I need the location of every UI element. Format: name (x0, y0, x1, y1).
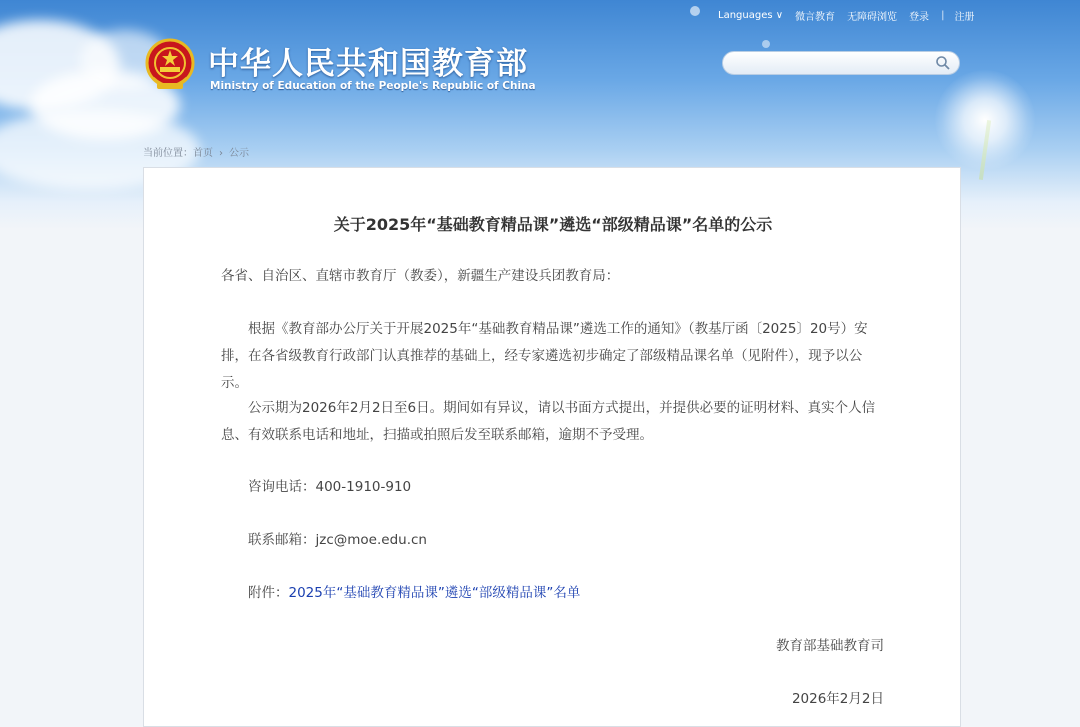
breadcrumb-separator: › (219, 148, 223, 159)
breadcrumb-current[interactable]: 公示 (229, 148, 249, 159)
article-paragraph-1: 根据《教育部办公厅关于开展2025年“基础教育精品课”遴选工作的通知》（教基厅函〔2025〕20号）安排，在各省级教育行政部门认真推荐的基础上，经专家遴选初步确定了部级精品课名单（见附件），现予以公示。 (221, 321, 868, 391)
search-input[interactable] (722, 51, 960, 75)
breadcrumb (143, 144, 255, 159)
site-title[interactable]: 中华人民共和国教育部 (208, 46, 528, 82)
contact-phone (221, 474, 886, 501)
topnav-link-register[interactable]: 注册 (954, 11, 975, 23)
signature: 教育部基础教育司 (776, 638, 884, 654)
languages-menu[interactable]: Languages ∨ (718, 9, 784, 21)
email-value: jzc@moe.edu.cn (315, 532, 427, 548)
publish-date: 2026年2月2日 (791, 691, 884, 707)
top-navigation (718, 8, 986, 22)
topnav-link-accessibility[interactable]: 无障碍浏览 (847, 11, 898, 23)
phone-value: 400-1910-910 (315, 479, 412, 495)
article-paragraph-2: 公示期为2026年2月2日至6日。期间如有异议，请以书面方式提出，并提供必要的证明材料、真实个人信息、有效联系电话和地址，扫描或拍照后发至联系邮箱，逾期不予受理。 (221, 400, 876, 443)
national-emblem-icon[interactable] (143, 38, 197, 92)
content-panel (143, 167, 961, 727)
topnav-link-weiyan[interactable]: 微言教育 (795, 11, 836, 23)
topnav-link-login[interactable]: 登录 (909, 11, 930, 23)
search-icon[interactable] (935, 55, 951, 71)
attachment-link[interactable]: 2025年“基础教育精品课”遴选“部级精品课”名单 (288, 585, 581, 601)
site-subtitle: Ministry of Education of the People's Republic of China (210, 80, 536, 92)
breadcrumb-home[interactable]: 首页 (193, 148, 213, 159)
breadcrumb-label: 当前位置： (143, 148, 193, 159)
phone-label: 咨询电话： (248, 479, 316, 495)
topnav-separator: | (941, 9, 945, 21)
attachment-label: 附件： (248, 585, 289, 601)
contact-email (221, 527, 886, 554)
article-salutation: 各省、自治区、直辖市教育厅（教委），新疆生产建设兵团教育局： (221, 268, 620, 284)
email-label: 联系邮箱： (248, 532, 316, 548)
attachment (221, 580, 886, 607)
article-title: 关于2025年“基础教育精品课”遴选“部级精品课”名单的公示 (333, 215, 773, 234)
